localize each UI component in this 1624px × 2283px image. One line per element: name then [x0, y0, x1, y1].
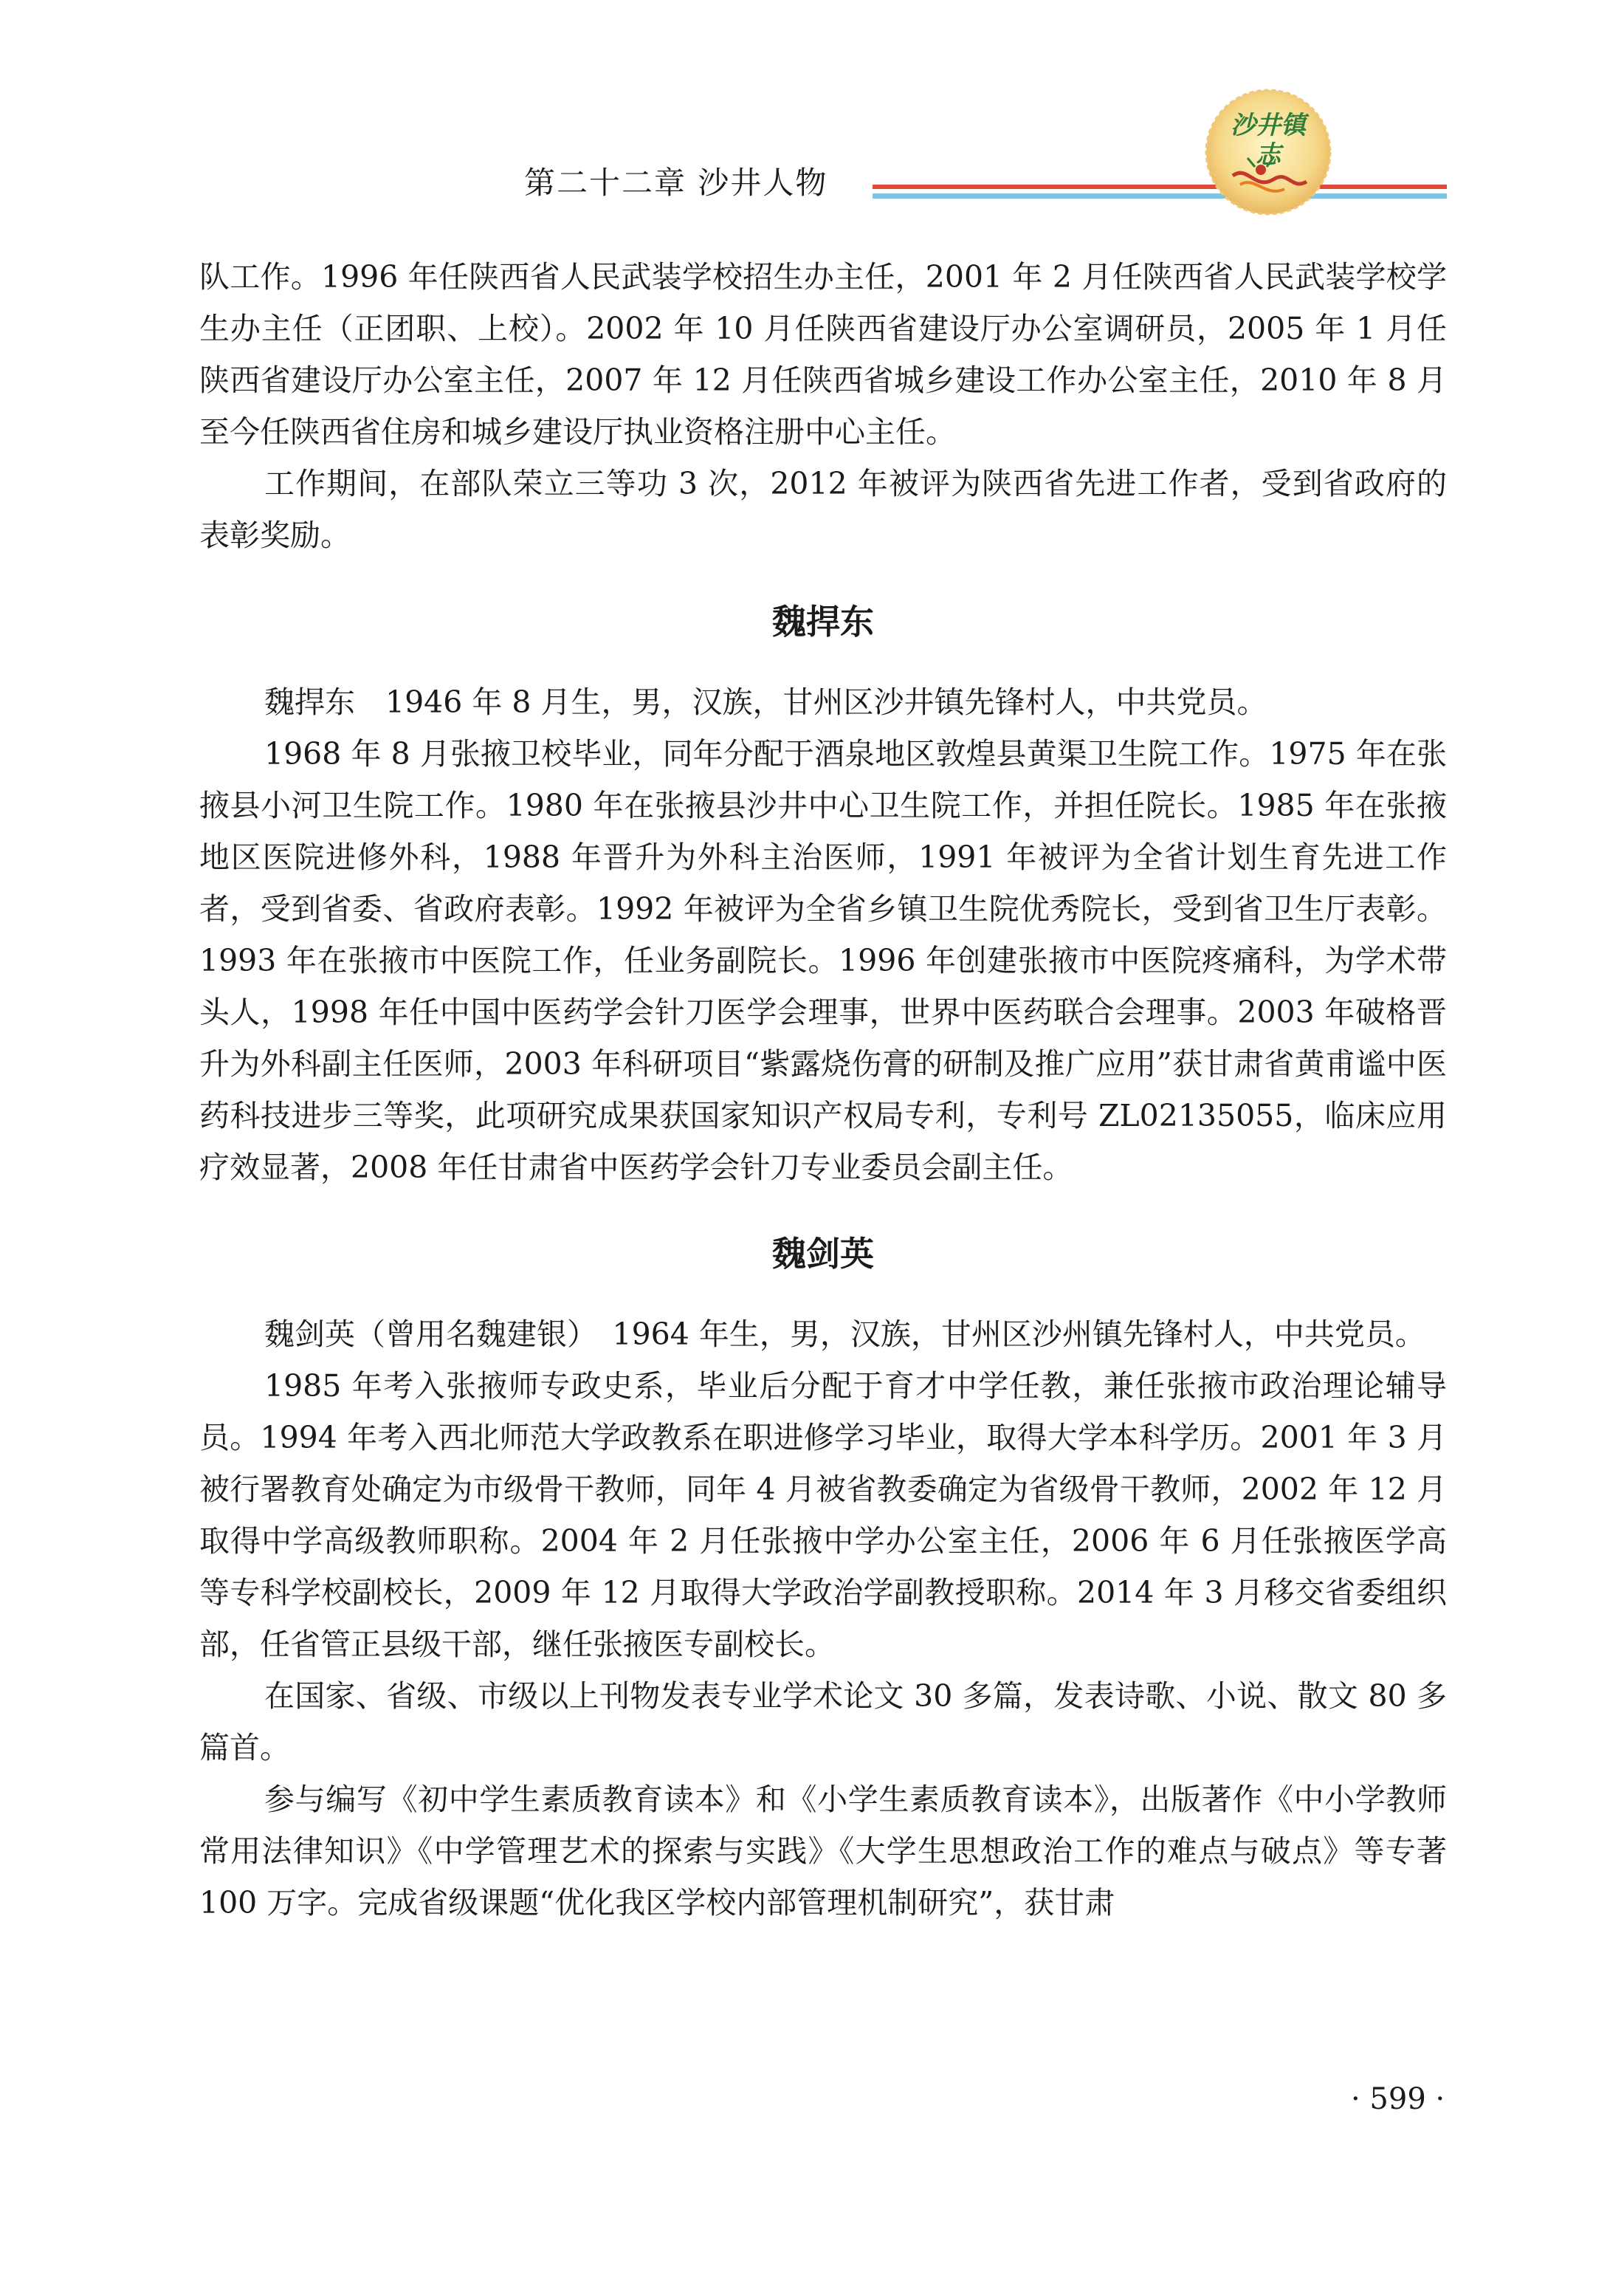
paragraph: 参与编写《初中学生素质教育读本》和《小学生素质教育读本》，出版著作《中小学教师常用法律知识》《中学管理艺术的探索与实践》《大学生思想政治工作的难点与破点》等专著 100 万字。完成省级课题“优化我区学校内部管理机制研究”，获甘肃 [199, 1782, 1447, 1920]
paragraph: 在国家、省级、市级以上刊物发表专业学术论文 30 多篇，发表诗歌、小说、散文 80 多篇首。 [199, 1678, 1447, 1765]
paragraph: 队工作。1996 年任陕西省人民武装学校招生办主任，2001 年 2 月任陕西省人民武装学校学生办主任（正团职、上校）。2002 年 10 月任陕西省建设厅办公室调研员，2005 年 1 月任陕西省建设厅办公室主任，2007 年 12 月任陕西省城乡建设工作办公室主任，2010 年 8 月至今任陕西省住房和城乡建设厅执业资格注册中心主任。 [199, 259, 1447, 450]
header-rule-blue [873, 193, 1447, 199]
section-title: 魏剑英 [772, 1234, 874, 1274]
paragraph: 工作期间，在部队荣立三等功 3 次，2012 年被评为陕西省先进工作者，受到省政府的表彰奖励。 [199, 466, 1447, 553]
section-title: 魏捍东 [772, 602, 874, 642]
paragraph: 1968 年 8 月张掖卫校毕业，同年分配于酒泉地区敦煌县黄渠卫生院工作。1975 年在张掖县小河卫生院工作。1980 年在张掖县沙井中心卫生院工作，并担任院长。1985 年在张掖地区医院进修外科，1988 年晋升为外科主治医师，1991 年被评为全省计划生育先进工作者，受到省委、省政府表彰。1992 年被评为全省乡镇卫生院优秀院长，受到省卫生厅表彰。1993 年在张掖市中医院工作，任业务副院长。1996 年创建张掖市中医院疼痛科，为学术带头人，1998 年任中国中医药学会针刀医学会理事，世界中医药联合会理事。2003 年破格晋升为外科副主任医师，2003 年科研项目“紫露烧伤膏的研制及推广应用”获甘肃省黄甫谧中医药科技进步三等奖，此项研究成果获国家知识产权局专利，专利号 ZL02135055，临床应用疗效显著，2008 年任甘肃省中医药学会针刀专业委员会副主任。 [199, 736, 1447, 1185]
main-text [199, 251, 1447, 1929]
chapter-title: 第二十二章 沙井人物 [524, 165, 828, 201]
paragraph: 1985 年考入张掖师专政史系，毕业后分配于育才中学任教，兼任张掖市政治理论辅导员。1994 年考入西北师范大学政教系在职进修学习毕业，取得大学本科学历。2001 年 3 月被行署教育处确定为市级骨干教师，同年 4 月被省教委确定为省级骨干教师，2002 年 12 月取得中学高级教师职称。2004 年 2 月任张掖中学办公室主任，2006 年 6 月任张掖医学高等专科学校副校长，2009 年 12 月取得大学政治学副教授职称。2014 年 3 月移交省委组织部，任省管正县级干部，继任张掖医专副校长。 [199, 1368, 1447, 1662]
paragraph: 魏剑英（曾用名魏建银） 1964 年生，男，汉族，甘州区沙州镇先锋村人，中共党员。 [264, 1316, 1425, 1352]
header-rule-red [873, 185, 1447, 189]
seal-text: 沙井镇志 [1231, 111, 1306, 170]
page-number: · 599 · [1351, 2082, 1445, 2116]
paragraph: 魏捍东 1946 年 8 月生，男，汉族，甘州区沙井镇先锋村人，中共党员。 [264, 684, 1267, 720]
